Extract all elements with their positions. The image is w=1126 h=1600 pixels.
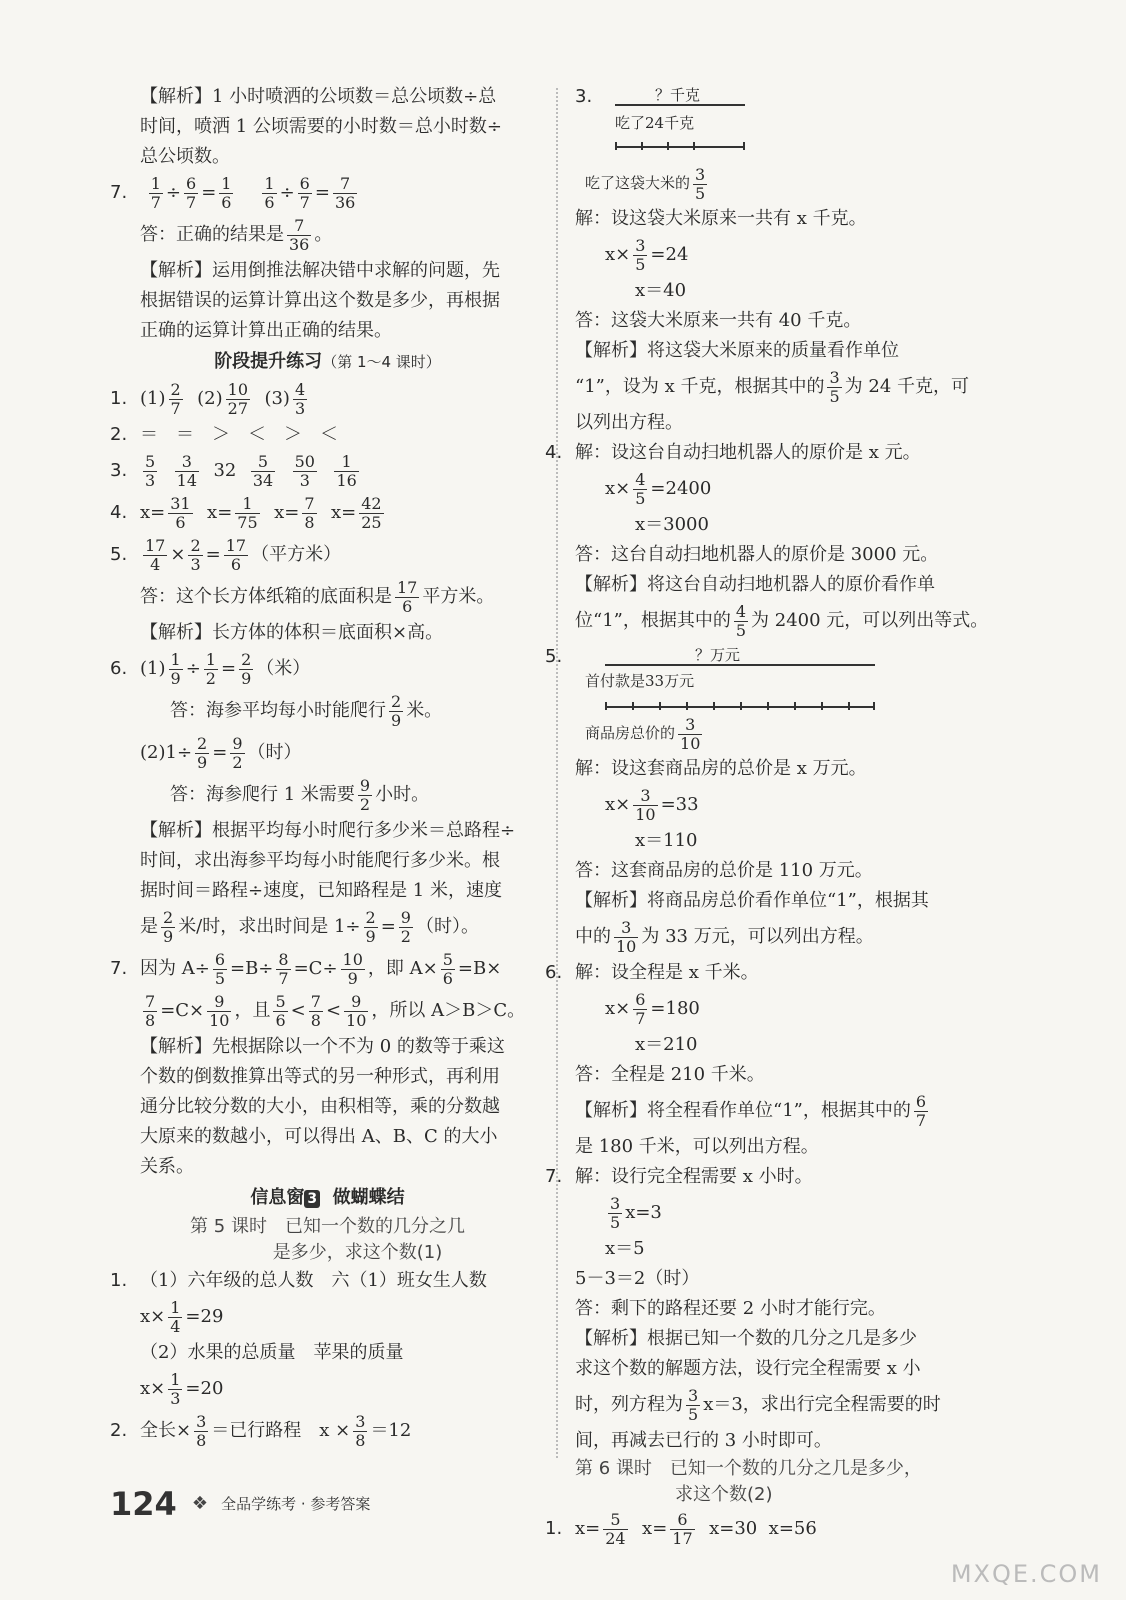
answer-2: 2. ＝ ＝ ＞ ＜ ＞ ＜ (110, 424, 338, 445)
q3-tick (615, 142, 617, 150)
answer-3: 3. $\frac{5}{3}$ $\frac{3}{14}$ 32 $\frac{5}{34}$ $\frac{50}{3}$ $\frac{1}{16}$ (110, 451, 357, 490)
explanation-line: 时间，喷洒 1 公顷需要的小时数＝总小时数÷ (140, 116, 502, 137)
q3-diagram-bar (615, 146, 745, 148)
answer-6-conclusion2: 答：海参爬行 1 米需要 $\frac{9}{2}$ 小时。 (170, 775, 430, 814)
q5-tick (740, 702, 742, 710)
q5-equation: x× $\frac{3}{10}$ =33 (605, 785, 699, 824)
explanation-line: 时间，求出海参平均每小时能爬行多少米。根 (140, 850, 500, 871)
explanation-line: 位“1”，根据其中的 $\frac{4}{5}$ 为 2400 元，可以列出等式。 (575, 601, 989, 640)
q5-tick (767, 702, 769, 710)
q7-answer: 答：正确的结果是 $\frac{7}{36}$ 。 (140, 215, 333, 254)
explanation-line: 【解析】运用倒推法解决错中求解的问题，先 (140, 260, 500, 281)
explanation-line: 【解析】将这台自动扫地机器人的原价看作单 (575, 574, 935, 595)
q5-tick (873, 702, 875, 710)
q5-result: x＝110 (635, 830, 698, 851)
q5-tick (659, 702, 661, 710)
q5-tick (794, 702, 796, 710)
answer-6-part1: 6. (1) $\frac{1}{9}$ ÷ $\frac{1}{2}$ = $\frac{2}{9}$ （米） (110, 649, 311, 688)
watermark: MXQE.COM (950, 1560, 1102, 1588)
q4-equation: x× $\frac{4}{5}$ =2400 (605, 469, 712, 508)
info-window-title: 信息窗 3 做蝴蝶结 (250, 1187, 405, 1208)
q3-tick (743, 142, 745, 150)
explanation-line: 【解析】根据已知一个数的几分之几是多少 (575, 1328, 917, 1349)
q4-result: x＝3000 (635, 514, 709, 535)
explanation-line: 【解析】1 小时喷洒的公顷数＝总公顷数÷总 (140, 86, 497, 107)
q3-solution: 解：设这袋大米原来一共有 x 千克。 (575, 208, 867, 229)
q5-number: 5. (545, 646, 563, 667)
footer-subtitle: 全品学练考 · 参考答案 (221, 1495, 371, 1513)
explanation-line: 中的 $\frac{3}{10}$ 为 33 万元，可以列出方程。 (575, 917, 874, 956)
q3-diagram-eaten-label: 吃了24千克 (615, 114, 695, 132)
q5-diagram-paid-label: 首付款是33万元 (585, 672, 695, 690)
answer-1: 1. (1) $\frac{2}{7}$ (2) $\frac{10}{27}$ (3) $\frac{4}{3}$ (110, 379, 306, 418)
q3-result: x＝40 (635, 280, 687, 301)
q6-answer: 答：全程是 210 千米。 (575, 1064, 765, 1085)
q7-equation: $\frac{3}{5}$ x=3 (610, 1193, 662, 1232)
q5-answer: 答：这套商品房的总价是 110 万元。 (575, 860, 873, 881)
explanation-line: “1”，设为 x 千克，根据其中的 $\frac{3}{5}$ 为 24 千克，可 (575, 367, 969, 406)
q3-diagram (575, 82, 1015, 172)
q3-diagram-total-label: ？千克 (655, 86, 701, 104)
q6-equation: x× $\frac{6}{7}$ =180 (605, 989, 700, 1028)
explanation-line: 【解析】长方体的体积＝底面积×高。 (140, 622, 444, 643)
q3-diagram-fraction: 吃了这袋大米的 $\frac{3}{5}$ (585, 164, 706, 203)
answer-5-conclusion: 答：这个长方体纸箱的底面积是 $\frac{17}{6}$ 平方米。 (140, 577, 495, 616)
page-footer (110, 1485, 370, 1523)
r1-line: 1. x= $\frac{5}{24}$ x= $\frac{6}{17}$ x=30 x=56 (545, 1509, 817, 1548)
q7-answer: 答：剩下的路程还要 2 小时才能行完。 (575, 1298, 886, 1319)
left-column (110, 82, 545, 1452)
q7-result: x＝5 (605, 1238, 645, 1259)
explanation-line: 【解析】将全程看作单位“1”，根据其中的 $\frac{6}{7}$ (575, 1091, 927, 1130)
q6-solution: 6. 解：设全程是 x 千米。 (545, 962, 759, 983)
q3-tick (667, 142, 669, 150)
explanation-line: 是 180 千米，可以列出方程。 (575, 1136, 819, 1157)
explanation-line: 总公顷数。 (140, 146, 230, 167)
q5-diagram-brace (605, 664, 875, 666)
explanation-line: 【解析】将这袋大米原来的质量看作单位 (575, 340, 899, 361)
q7-subtraction: 5－3＝2（时） (575, 1268, 700, 1289)
q5-tick (632, 702, 634, 710)
explanation-line: 根据错误的运算计算出这个数是多少，再根据 (140, 290, 500, 311)
explanation-line: 【解析】将商品房总价看作单位“1”，根据其 (575, 890, 929, 911)
right-column (545, 82, 1015, 1550)
answer-6-conclusion1: 答：海参平均每小时能爬行 $\frac{2}{9}$ 米。 (170, 691, 443, 730)
column-divider (556, 88, 558, 1458)
q3-number: 3. (575, 86, 593, 107)
q5-solution: 解：设这套商品房的总价是 x 万元。 (575, 758, 867, 779)
q3-answer: 答：这袋大米原来一共有 40 千克。 (575, 310, 862, 331)
q5-tick (848, 702, 850, 710)
b2-line: 2. 全长× $\frac{3}{8}$ ＝已行路程 x × $\frac{3}{8}$ ＝12 (110, 1411, 412, 1450)
q6-result: x＝210 (635, 1034, 698, 1055)
q4-answer: 答：这台自动扫地机器人的原价是 3000 元。 (575, 544, 939, 565)
q4-solution: 4. 解：设这台自动扫地机器人的原价是 x 元。 (545, 442, 921, 463)
b1-line1: 1. （1）六年级的总人数 六（1）班女生人数 (110, 1270, 487, 1291)
q5-tick (821, 702, 823, 710)
q5-diagram-fraction: 商品房总价的 $\frac{3}{10}$ (585, 714, 701, 753)
q5-tick (686, 702, 688, 710)
explanation-line: 【解析】根据平均每小时爬行多少米＝总路程÷ (140, 820, 516, 841)
explanation-line: 求这个数的解题方法，设行完全程需要 x 小 (575, 1358, 921, 1379)
lesson-6-title: 第 6 课时 已知一个数的几分之几是多少， 求这个数(2) (575, 1458, 922, 1505)
answer-6-part2: (2)1÷ $\frac{2}{9}$ = $\frac{9}{2}$ （时） (140, 733, 302, 772)
explanation-line: 【解析】先根据除以一个不为 0 的数等于乘这 (140, 1036, 505, 1057)
explanation-line: 关系。 (140, 1156, 194, 1177)
diamond-icon: ❖ (191, 1493, 209, 1514)
explanation-line: 是 $\frac{2}{9}$ 米/时，求出时间是 1÷ $\frac{2}{9}$ = $\frac{9}{2}$ （时）。 (140, 907, 479, 946)
q3-tick (693, 142, 695, 150)
section-title: 阶段提升练习（第 1～4 课时） (214, 351, 441, 372)
q5-diagram-total-label: ？万元 (695, 646, 741, 664)
q3-tick (641, 142, 643, 150)
q5-diagram (545, 642, 1015, 726)
explanation-line: 以列出方程。 (575, 412, 683, 433)
q5-tick (605, 702, 607, 710)
q3-diagram-brace (615, 104, 745, 106)
answer-4: 4. x= $\frac{31}{6}$ x= $\frac{1}{75}$ x= $\frac{7}{8}$ x= $\frac{42}{25}$ (110, 493, 382, 532)
info-window-badge: 3 (304, 1190, 320, 1208)
explanation-line: 通分比较分数的大小，由积相等，乘的分数越 (140, 1096, 500, 1117)
answer-7-line2: $\frac{7}{8}$ =C× $\frac{9}{10}$ ，且 $\frac{5}{6}$ < $\frac{7}{8}$ < $\frac{9}{10}$ ，所以 A＞B＞C。 (145, 991, 526, 1030)
b1-line3: （2）水果的总质量 苹果的质量 (140, 1342, 404, 1363)
q7-equation: 7. $\frac{1}{7}$ ÷ $\frac{6}{7}$ = $\frac{1}{6}$ $\frac{1}{6}$ ÷ $\frac{6}{7}$ = $\frac{7}{36}$ (110, 173, 356, 212)
b1-line4: x× $\frac{1}{3}$ =20 (140, 1369, 224, 1408)
answer-7-line1: 7. 因为 A÷ $\frac{6}{5}$ =B÷ $\frac{8}{7}$ =C÷ $\frac{10}{9}$ ，即 A× $\frac{5}{6}$ =B× (110, 949, 502, 988)
explanation-line: 个数的倒数推算出等式的另一种形式，再利用 (140, 1066, 500, 1087)
answer-5: 5. $\frac{17}{4}$ × $\frac{2}{3}$ = $\frac{17}{6}$ （平方米） (110, 535, 342, 574)
q5-tick (713, 702, 715, 710)
b1-line2: x× $\frac{1}{4}$ =29 (140, 1297, 224, 1336)
explanation-line: 大原来的数越小，可以得出 A、B、C 的大小 (140, 1126, 498, 1147)
lesson-5-title: 第 5 课时 已知一个数的几分之几 是多少，求这个数(1) (190, 1216, 465, 1263)
q3-equation: x× $\frac{3}{5}$ =24 (605, 235, 689, 274)
explanation-line: 据时间＝路程÷速度，已知路程是 1 米，速度 (140, 880, 502, 901)
page-number: 124 (110, 1485, 177, 1523)
explanation-line: 间，再减去已行的 3 小时即可。 (575, 1430, 832, 1451)
explanation-line: 正确的运算计算出正确的结果。 (140, 320, 392, 341)
explanation-line: 时，列方程为 $\frac{3}{5}$ x＝3，求出行完全程需要的时 (575, 1385, 941, 1424)
q7-solution: 7. 解：设行完全程需要 x 小时。 (545, 1166, 813, 1187)
